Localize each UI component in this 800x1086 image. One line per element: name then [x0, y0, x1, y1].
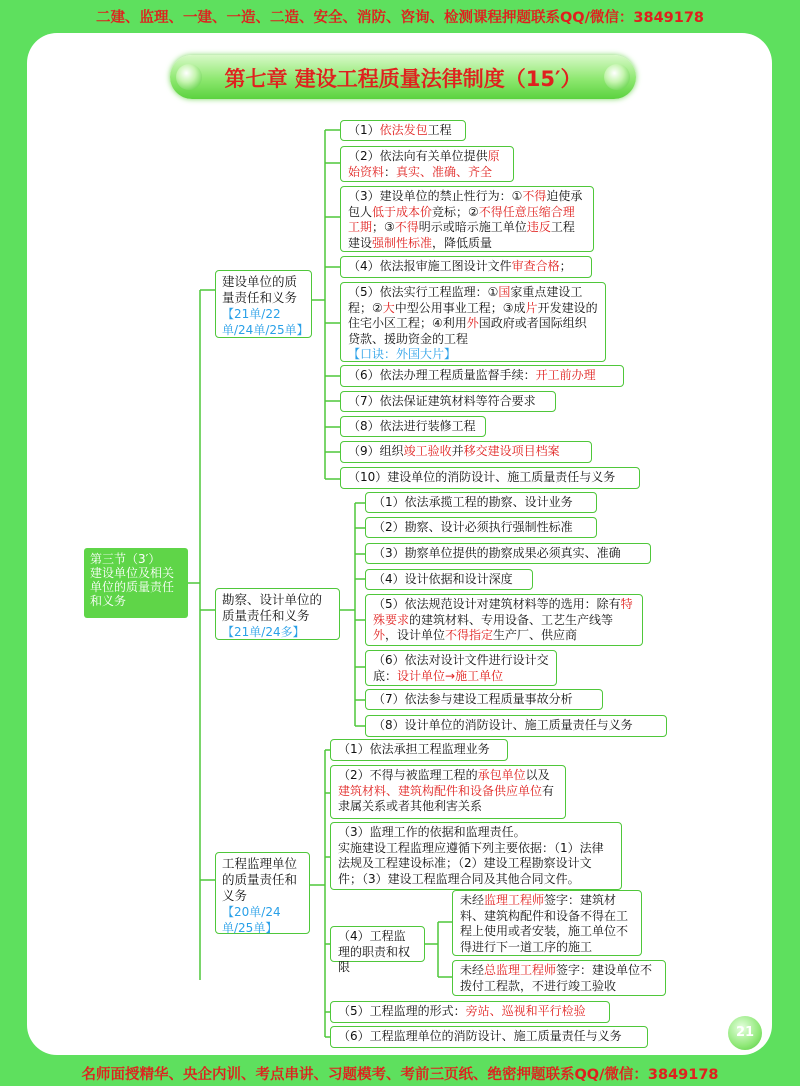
- highlight: 竣工验收: [403, 444, 452, 458]
- highlight: 旁站、巡视和平行检验: [465, 1004, 586, 1018]
- text: （4）依法报审施工图设计文件: [348, 259, 512, 273]
- text: 未经: [460, 893, 485, 907]
- jianli-item-4-sub-1: [452, 890, 642, 956]
- text: ，降低质量: [432, 235, 493, 250]
- text: 未经: [460, 963, 485, 977]
- kancha-item-3: （3）勘察单位提供的勘察成果必须真实、准确: [365, 543, 651, 564]
- mnemonic-tag: 【口诀：外国大片】: [348, 347, 457, 361]
- highlight: 不得: [394, 220, 419, 234]
- section-kancha-tag: 【21单/24多】: [222, 625, 305, 639]
- highlight: 国: [498, 285, 511, 299]
- highlight: 强制性标准: [372, 235, 433, 250]
- jianshe-item-1: [340, 120, 466, 141]
- highlight: 特殊要求: [373, 597, 633, 627]
- jianshe-item-9: [340, 441, 592, 463]
- text: 实施建设工程监理应遵循下列主要依据：（1）法律法规及工程建设标准；（2）建设工程勘察设计文件；（3）建设工程监理合同及其他合同文件。: [338, 840, 604, 886]
- kancha-item-2: （2）勘察、设计必须执行强制性标准: [365, 517, 597, 538]
- jianli-item-2: [330, 765, 566, 819]
- jianli-item-4: （4）工程监理的职责和权限: [330, 926, 425, 962]
- section-jianli: [215, 852, 310, 934]
- jianli-item-1: （1）依法承担工程监理业务: [330, 739, 508, 761]
- highlight: 真实、准确、齐全: [396, 164, 493, 179]
- highlight: 不得任意压缩合理工期: [348, 204, 575, 234]
- highlight: 依法发包: [379, 123, 428, 137]
- text: 工程建设: [348, 220, 575, 250]
- root-section-number: 第三节（3′）: [90, 552, 161, 566]
- highlight: 违反: [526, 220, 551, 234]
- page-number: 21: [728, 1016, 762, 1050]
- section-jianli-label: 工程监理单位的质量责任和义务: [222, 856, 298, 903]
- text: （6）依法办理工程质量监督手续：: [348, 368, 536, 382]
- text: 签字：建设单位不拨付工程款，不进行竣工验收: [460, 963, 653, 993]
- jianshe-item-2: [340, 146, 514, 182]
- jianshe-item-5: [340, 282, 606, 362]
- text: 中型公用事业工程；③成: [394, 300, 526, 315]
- kancha-item-8: （8）设计单位的消防设计、施工质量责任与义务: [365, 715, 667, 737]
- kancha-item-1: （1）依法承揽工程的勘察、设计业务: [365, 492, 597, 513]
- highlight: 外: [373, 628, 386, 642]
- kancha-item-5: [365, 594, 643, 646]
- text: 签字：建筑材料、建筑构配件和设备不得在工程上使用或者安装，施工单位不得进行下一道工序的施工: [460, 893, 629, 954]
- text: 竞标；②: [432, 204, 479, 219]
- text: 家重点建设工程；②: [348, 285, 583, 315]
- text: 以及: [525, 768, 550, 782]
- highlight: 监理工程师: [484, 893, 545, 907]
- text: 开发建设的住宅小区工程；④利用: [348, 300, 598, 330]
- text: 迫使承包人: [348, 189, 583, 219]
- kancha-item-4: （4）设计依据和设计深度: [365, 569, 533, 590]
- text: 并: [451, 444, 464, 458]
- text: （9）组织: [348, 444, 404, 458]
- text: （2）依法向有关单位提供: [348, 149, 488, 163]
- highlight: 不得: [522, 189, 547, 203]
- highlight: 建筑材料、建筑构配件和设备供应单位: [338, 783, 543, 798]
- jianshe-item-8: （8）依法进行装修工程: [340, 416, 486, 437]
- text: 国政府或者国际组织贷款、援助资金的工程: [348, 316, 587, 346]
- section-jianshe-label: 建设单位的质量责任和义务: [222, 274, 298, 305]
- highlight: 开工前办理: [535, 368, 596, 382]
- highlight: 移交建设项目档案: [463, 444, 560, 458]
- highlight: 大: [382, 300, 395, 315]
- kancha-item-6: [365, 650, 557, 686]
- highlight: 审查合格: [511, 259, 560, 273]
- text: （5）依法规范设计对建筑材料等的选用：除有: [373, 597, 621, 611]
- highlight: 低于成本价: [372, 204, 433, 219]
- jianshe-item-6: [340, 365, 624, 387]
- text: 工程: [427, 123, 452, 137]
- text: ：: [384, 164, 397, 179]
- section-kancha-label: 勘察、设计单位的质量责任和义务: [222, 592, 323, 623]
- kancha-item-7: （7）依法参与建设工程质量事故分析: [365, 689, 603, 710]
- highlight: 片: [525, 300, 538, 315]
- highlight: 承包单位: [477, 768, 526, 782]
- jianshe-item-4: [340, 256, 592, 278]
- text: （3）建设单位的禁止性行为：①: [348, 189, 523, 203]
- highlight: 不得指定: [445, 628, 494, 642]
- section-jianli-tag: 【20单/24单/25单】: [222, 905, 281, 935]
- text: 明示或暗示施工单位: [418, 220, 527, 234]
- jianli-item-5: [330, 1001, 610, 1023]
- jianshe-item-3: [340, 186, 594, 252]
- root-node-section-3: [84, 548, 188, 618]
- highlight: 原始资料: [348, 149, 500, 179]
- text: （2）不得与被监理工程的: [338, 768, 478, 782]
- highlight: 外: [466, 316, 479, 330]
- text: ；: [559, 259, 572, 273]
- jianli-item-6: （6）工程监理单位的消防设计、施工质量责任与义务: [330, 1026, 648, 1048]
- jianshe-item-10: （10）建设单位的消防设计、施工质量责任与义务: [340, 467, 640, 489]
- chapter-title: 第七章 建设工程质量法律制度（15′）: [224, 67, 582, 91]
- jianli-item-4-sub-2: [452, 960, 666, 996]
- highlight: 设计单位→施工单位: [397, 668, 504, 683]
- text: （5）工程监理的形式：: [338, 1004, 466, 1018]
- bottom-banner: 名师面授精华、央企内训、考点串讲、习题模考、考前三页纸、绝密押题联系QQ/微信：3849178: [81, 1067, 719, 1083]
- root-section-title: 建设单位及相关单位的质量责任和义务: [90, 566, 175, 608]
- text: 有隶属关系或者其他利害关系: [338, 783, 555, 813]
- text: （5）依法实行工程监理：①: [348, 285, 499, 299]
- text: ，设计单位: [385, 628, 446, 642]
- text: ；③: [372, 220, 395, 234]
- section-jianshe-tag: 【21单/22单/24单/25单】: [222, 307, 309, 337]
- jianli-item-3: [330, 822, 622, 890]
- text: （1）: [348, 123, 380, 137]
- text: 生产厂、供应商: [493, 628, 578, 642]
- text: （3）监理工作的依据和监理责任。: [338, 825, 526, 839]
- jianshe-item-7: （7）依法保证建筑材料等符合要求: [340, 391, 556, 412]
- text: （6）依法对设计文件进行设计交底：: [373, 653, 549, 683]
- top-banner: 二建、监理、一建、一造、二造、安全、消防、咨询、检测课程押题联系QQ/微信：3849178: [95, 10, 705, 26]
- section-kancha: [215, 588, 340, 640]
- highlight: 总监理工程师: [484, 963, 557, 977]
- section-jianshe: [215, 270, 312, 338]
- text: 的建筑材料、专用设备、工艺生产线等: [409, 612, 614, 627]
